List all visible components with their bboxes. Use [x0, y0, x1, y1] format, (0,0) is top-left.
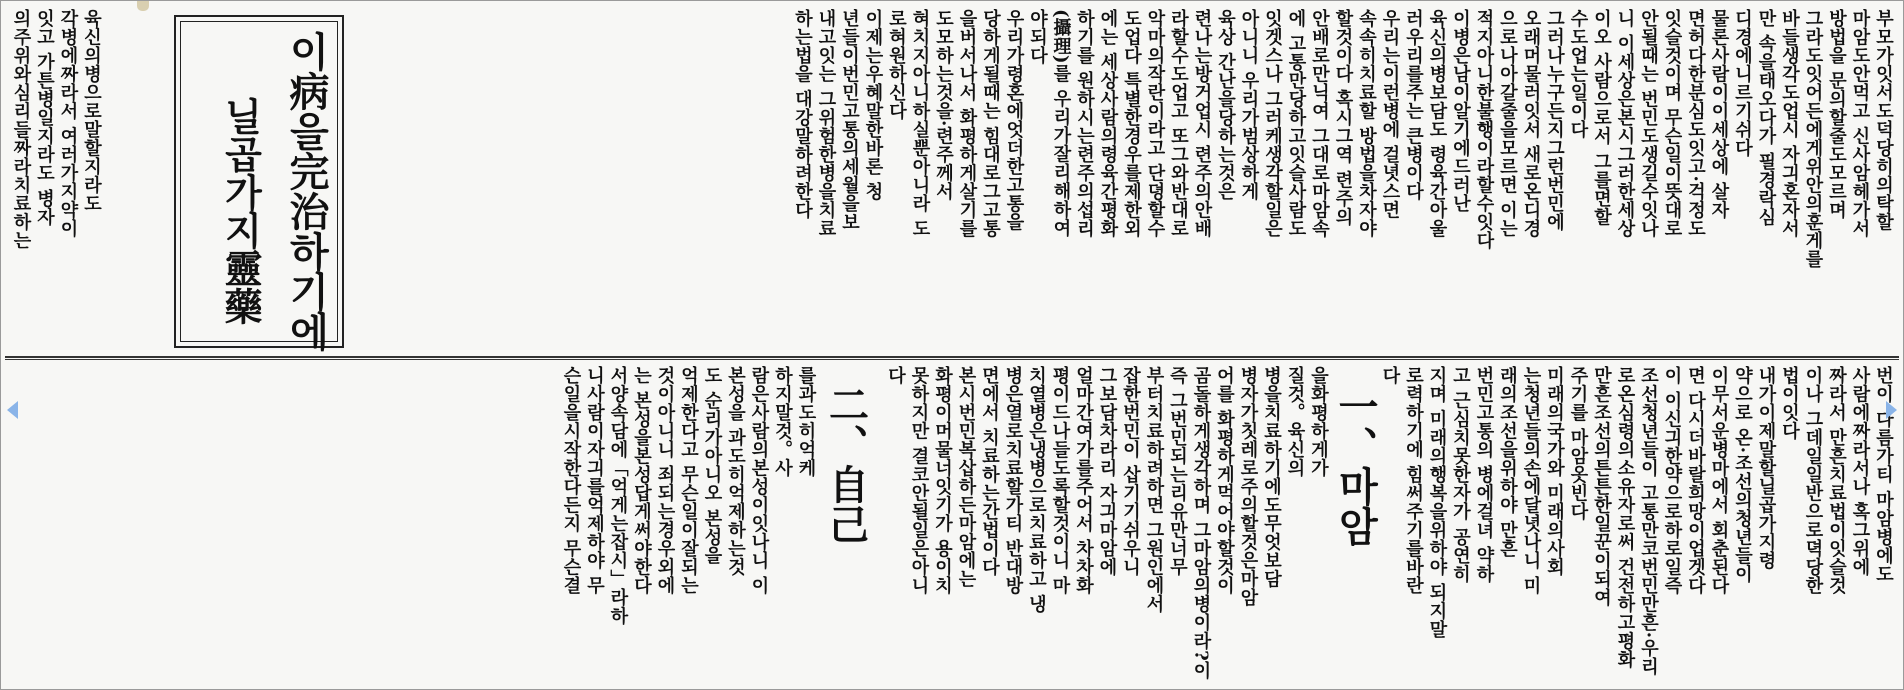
text-column: 슨일을시작한다든지 무슨결 — [560, 366, 582, 595]
chevron-left-icon[interactable] — [7, 401, 18, 419]
section-heading-one: 一、마암 — [1332, 386, 1379, 546]
text-column: 도모하는것을·련주께서 — [933, 9, 954, 201]
text-column: 하기를 원하시는련주의섭리 — [1074, 9, 1095, 238]
text-column: 번민고통의 병에걸녀 약하 — [1473, 366, 1495, 584]
text-column: 안배로만닉여 그대로마암속 — [1309, 9, 1330, 238]
section-divider-thin — [5, 359, 1899, 360]
text-column: 법이잇다 — [1779, 366, 1800, 440]
text-column: 마암도안먹고 신사암헤가서 — [1849, 9, 1871, 238]
text-column: 래의조선을위하야 만흔 — [1497, 366, 1518, 558]
text-column: 악마의작란이라고 단뎡할수 — [1144, 9, 1166, 238]
text-column: 할것이다 혹시그역 련주의 — [1332, 9, 1354, 227]
text-column: 그러나누구든지그런번민에 — [1544, 9, 1565, 231]
text-column: 지며 미래의행복을위하야 되지말 — [1426, 366, 1448, 639]
text-column: 면 다시더바랄희망이업겟다 — [1685, 366, 1706, 595]
text-column: 도업다 특별한경우를제한외 — [1121, 9, 1142, 238]
text-column: 미래의국가와 미래의사회 — [1544, 366, 1565, 577]
text-column: 이나 그데일일반으로뎍당한 — [1802, 366, 1824, 595]
text-column: 평이드나들도록할것이니 마 — [1049, 366, 1071, 595]
text-column: 주기를 마암옷빈다 — [1567, 366, 1589, 521]
text-column: 번이 다름가티 마암병에도 — [1873, 366, 1894, 584]
text-column: 혀치지아니하실뿐아니라 도 — [909, 9, 931, 238]
column-gap — [870, 366, 884, 684]
text-column: 사람에짜라서나 혹그위에 — [1849, 366, 1871, 577]
text-column: 우리는이런병에 걸녓스면 — [1379, 9, 1401, 220]
text-column: 는청년들의손에달녓나니 미 — [1520, 366, 1542, 595]
text-column: 아니니 우리가범상하게 — [1238, 9, 1260, 201]
text-column: 방법을 문의할줄도모르며 — [1826, 9, 1847, 220]
text-column: 육신의병보담도 령육간아울 — [1426, 9, 1448, 238]
text-column: 이제는우혜말한바론 청 — [862, 9, 884, 201]
text-column: 내가이제말할닐곱가지령 — [1755, 366, 1777, 570]
text-column: 잇겟스나 그러케생각할일은 — [1262, 9, 1283, 238]
text-column: 당하게될때는 힘대로그고통 — [980, 9, 1001, 238]
bottom-section — [9, 366, 1895, 684]
text-column: 다 — [1379, 366, 1401, 385]
text-column: 것이아니니 죄되는경우외에 — [654, 366, 676, 595]
text-column: 고 근심치못한자가 공연히 — [1450, 366, 1471, 584]
text-column: (攝理)를 우리가잘리해하여 — [1050, 9, 1072, 238]
top-section — [9, 9, 1895, 354]
text-column: 만 속을태오다가 필경락심 — [1755, 9, 1777, 227]
top-left-columns — [9, 9, 103, 354]
text-column: 만흔조선의튼튼한일꾼이되여 — [1591, 366, 1612, 607]
text-column: 잡한번민이 삽기기쉬우니 — [1120, 366, 1141, 577]
text-column: 잇고 가튼병일지라도 병자 — [34, 9, 55, 227]
text-column: 육상 간난을당하는것은 — [1215, 9, 1236, 201]
text-column: 본시번민복삽하든마암에는 — [955, 366, 977, 588]
text-column: 년들이번민고통의세월을보 — [839, 9, 860, 231]
text-column: 속속히치료할 방법을차자야 — [1356, 9, 1377, 238]
text-column: 적지아니한불행이라할수잇다 — [1473, 9, 1495, 250]
text-column: 안될때는 번민도생길수잇나 — [1638, 9, 1659, 238]
text-column: 련나는방거업시 련주의안배 — [1191, 9, 1213, 238]
text-column: 디경에니르기쉬다 — [1732, 9, 1753, 157]
text-column: 에는 세상사람의령육간평화 — [1097, 9, 1119, 238]
text-column: 조선청년들이 고통만코번민만흔·우리 — [1638, 366, 1659, 676]
text-column: 야되다 — [1027, 9, 1048, 65]
text-column: 부모가잇서도덕당히의탁할 — [1873, 9, 1894, 231]
text-column: 곰돌하게생각하며 그마암의병이라?이 — [1190, 366, 1212, 680]
text-column: 즉 그번민되는리유만너무 — [1167, 366, 1188, 577]
title-box — [174, 15, 344, 351]
text-column: 이병은남이알기에드러난 — [1450, 9, 1471, 213]
text-column: 짜라서 만흔치료법이잇슬것 — [1826, 366, 1847, 595]
text-column: 어를 화평하게먹어야할것이 — [1214, 366, 1235, 595]
text-column: 을버서나서 화평하게살기를 — [956, 9, 978, 238]
bottom-columns — [559, 366, 1895, 684]
text-column: 물론사람이이세상에 살자 — [1708, 9, 1730, 220]
text-column: 병을치료하기에도무엇보담 — [1261, 366, 1282, 588]
text-column: 억제한다고 무슨일이잘되는 — [678, 366, 699, 595]
text-column: 도 순리가아니오 본성을 — [701, 366, 723, 565]
section-divider — [5, 356, 1899, 358]
text-column: 각병에짜라서 여러가지약이 — [57, 9, 79, 238]
text-column: 하는법을 대강말하려한다 — [792, 9, 813, 220]
text-column: 니 이세상은본시그러한세상 — [1614, 9, 1636, 238]
text-column: 그보담차라리 자긔마암에 — [1096, 366, 1118, 577]
text-column: 병자가칫레로주의할것은마암 — [1237, 366, 1259, 607]
text-column: 을화평하게가 — [1308, 366, 1329, 477]
text-column: 병은열로치료할가티 반대방 — [1002, 366, 1024, 595]
text-column: 로혀원하신다 — [886, 9, 907, 120]
text-column: 그라도잇어든에게위안의훈게를 — [1802, 9, 1824, 268]
text-column: 잇슬것이며 무슨일이뜻대로 — [1661, 9, 1683, 238]
text-column: 육신의병으로말할지라도 — [81, 9, 102, 213]
text-column: 바들생각도업시 자긔혼자서 — [1779, 9, 1800, 238]
text-column: 얼마간여가를주어서 차차화 — [1073, 366, 1094, 595]
text-column: 본성을 과도히억제하는것 — [725, 366, 746, 577]
text-column: 질것。육신의 — [1284, 366, 1306, 477]
text-column: 의주위와심리들짜라치료하는 — [10, 9, 32, 250]
text-column: 를과도히억케 — [795, 366, 817, 477]
text-column: 에 고통만당하고잇슬사람도 — [1285, 9, 1307, 238]
text-column: 니사람이자긔를억제하야 무 — [584, 366, 605, 595]
chevron-right-icon[interactable] — [1886, 401, 1897, 419]
text-column: 러우리를주는 큰병이다 — [1403, 9, 1424, 201]
text-column: 우리가령혼에엇더한고통을 — [1003, 9, 1025, 231]
text-column: 이 이신긔한약으로하로일즉 — [1661, 366, 1683, 595]
text-column: 다 — [885, 366, 906, 385]
text-column: 서양속담에「억게는잡시」라하 — [607, 366, 629, 625]
text-column: 라할수도업고 또그와반대로 — [1168, 9, 1189, 238]
text-column: 수도업는일이다 — [1567, 9, 1589, 139]
top-right-columns — [791, 9, 1896, 354]
text-column: 로력하기에 힘써주기를바란 — [1403, 366, 1424, 595]
text-column: 화평이머물너잇기가 용이치 — [932, 366, 953, 595]
text-column: 면허다한분심도잇고·걱정도 — [1685, 9, 1706, 238]
text-column: 이무서운병마에서 회춘된다 — [1708, 366, 1730, 595]
text-column: 약으로 온·조선의청년들이 — [1732, 366, 1753, 584]
text-column: 면에서 치료하는간법이다 — [979, 366, 1000, 577]
text-column: 으로나아갈줄을모르면 이는 — [1497, 9, 1518, 238]
text-column: 는 본성을본성답게써야한다 — [631, 366, 652, 595]
headline-main: 이病을完治하기에 — [283, 31, 330, 351]
headline-sub: 닐곱가지靈藥 — [218, 97, 263, 325]
text-column: 이오 사람으로서 그를면할 — [1591, 9, 1612, 227]
section-heading-two: 二、自己 — [822, 384, 870, 544]
text-column: 오래머물러잇서 새로온디경 — [1520, 9, 1542, 238]
text-column: 람은사람의본성이잇나니 이 — [748, 366, 770, 595]
text-column: 부터치료하려하면 그원인에서 — [1143, 366, 1165, 614]
text-column: 로온심령의소유자로써 건전하고평화 — [1614, 366, 1636, 669]
text-column: 치열병은냉병으로치료하고 냉 — [1026, 366, 1047, 614]
text-column: 내고잇는 그위험한병을치료 — [815, 9, 837, 238]
text-column: 못하지만 결코안될일은아니 — [908, 366, 930, 595]
text-column: 하지말것。사 — [772, 366, 793, 477]
